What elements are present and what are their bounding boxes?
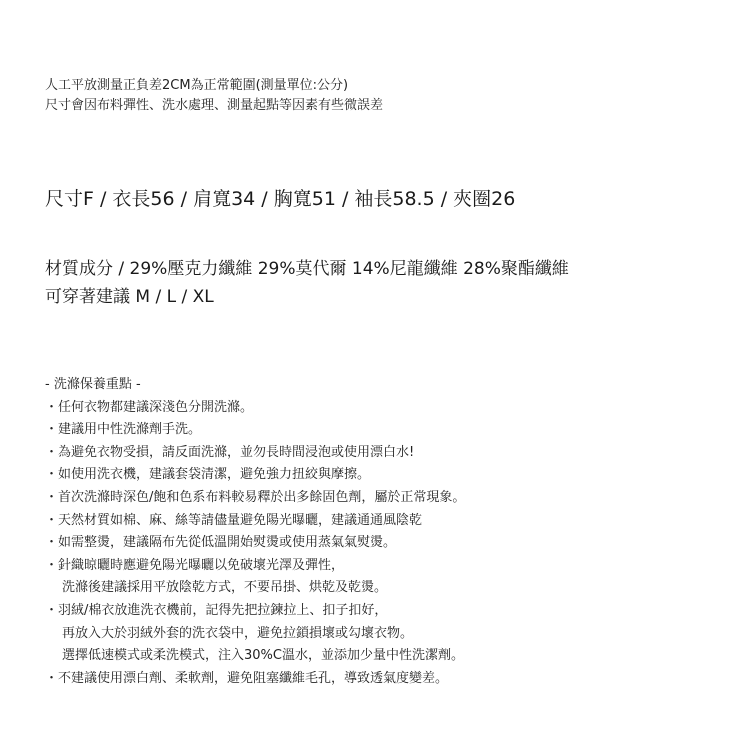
size-spec: 尺寸F / 衣長56 / 肩寬34 / 胸寬51 / 袖長58.5 / 夾圈26: [45, 188, 516, 210]
care-item-line: 選擇低速模式或柔洗模式，注入30%C溫水，並添加少量中性洗潔劑。: [62, 648, 464, 664]
care-item-line: ・如需整燙，建議隔布先從低溫開始熨燙或使用蒸氣氣熨燙。: [45, 535, 397, 551]
care-item-line: ・羽絨/棉衣放進洗衣機前，記得先把拉鍊拉上、扣子扣好，: [45, 602, 388, 618]
care-item-line: ・任何衣物都建議深淺色分開洗滌。: [45, 399, 254, 415]
care-item-line: ・不建議使用漂白劑、柔軟劑，避免阻塞纖維毛孔，導致透氣度變差。: [45, 670, 449, 686]
care-title: - 洗滌保養重點 -: [45, 377, 141, 392]
care-item: [45, 668, 465, 691]
care-item-line: ・首次洗滌時深色/飽和色系布料較易釋於出多餘固色劑，屬於正常現象。: [45, 489, 466, 505]
care-item-line: ・天然材質如棉、麻、絲等請儘量避免陽光曝曬，建議通通風陰乾: [45, 512, 423, 528]
care-item: [45, 510, 465, 533]
care-item-line: ・為避免衣物受損，請反面洗滌，並勿長時間浸泡或使用漂白水!: [45, 444, 415, 460]
care-list: [45, 397, 465, 691]
care-item: [45, 555, 465, 600]
care-item: [45, 464, 465, 487]
care-section: [45, 374, 465, 690]
care-item-line: ・針織晾曬時應避免陽光曝曬以免破壞光澤及彈性，: [45, 557, 345, 573]
care-item: [45, 397, 465, 420]
care-item-line: 再放入大於羽絨外套的洗衣袋中，避免拉鎖損壞或勾壞衣物。: [62, 625, 414, 641]
care-item: [45, 442, 465, 465]
material-section: [45, 255, 569, 311]
recommended-sizes: 可穿著建議 M / L / XL: [45, 287, 214, 307]
measurement-tolerance-note: 人工平放測量正負差2CM為正常範圍(測量單位:公分): [45, 78, 349, 93]
care-item-line: 洗滌後建議採用平放陰乾方式，不要吊掛、烘乾及乾燙。: [62, 580, 388, 596]
care-item: [45, 532, 465, 555]
material-composition: 材質成分 / 29%壓克力纖維 29%莫代爾 14%尼龍纖維 28%聚酯纖維: [45, 259, 569, 279]
care-item: [45, 487, 465, 510]
care-item-line: ・建議用中性洗滌劑手洗。: [45, 422, 202, 438]
measurement-error-note: 尺寸會因布料彈性、洗水處理、測量起點等因素有些微誤差: [45, 98, 384, 113]
care-item: [45, 600, 465, 668]
measurement-notes: [45, 76, 383, 116]
care-item-line: ・如使用洗衣機，建議套袋清潔，避免強力扭絞與摩擦。: [45, 467, 371, 483]
care-item: [45, 419, 465, 442]
